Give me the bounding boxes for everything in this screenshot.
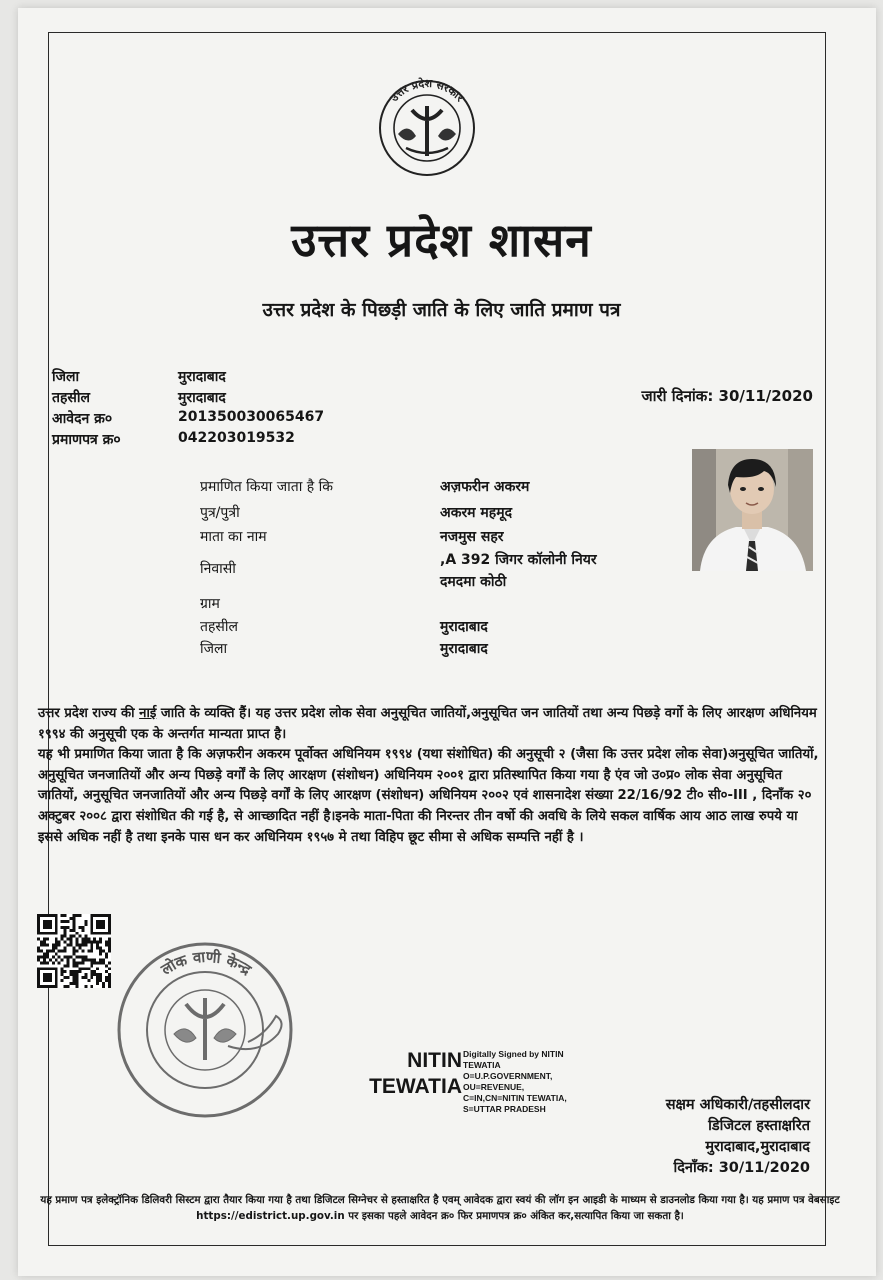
svg-text:उत्तर प्रदेश सरकार: उत्तर प्रदेश सरकार xyxy=(387,76,467,105)
digital-signature-details: Digitally Signed by NITIN TEWATIA O=U.P.GOVERNMENT, OU=REVENUE, C=IN,CN=NITIN TEWATIA, S=UTTAR PRADESH xyxy=(463,1049,567,1114)
body-paragraph-1: उत्तर प्रदेश राज्य की नाई जाति के व्यक्ति हैं। यह उत्तर प्रदेश लोक सेवा अनुसूचित जातियों,अनुसूचित जन जातियों तथा अन्य पिछड़े वर्गो के लिए आरक्षण अधिनियम १९९४ की अनुसूची एक के अन्तर्गत मान्यता प्राप्त है। xyxy=(38,706,817,742)
address-line-1: ,A 392 जिगर कॉलोनी नियर xyxy=(440,552,597,568)
tehsil-value: मुरादाबाद xyxy=(178,390,226,406)
authority-signed-note: डिजिटल हस्ताक्षरित xyxy=(708,1118,810,1134)
document-title: उत्तर प्रदेश शासन xyxy=(291,213,592,267)
resident-label: निवासी xyxy=(200,561,236,577)
district-label: जिला xyxy=(52,369,80,385)
certificate-body xyxy=(38,704,823,848)
certificate-no-value: 042203019532 xyxy=(178,430,295,446)
certified-label: प्रमाणित किया जाता है कि xyxy=(200,479,334,495)
office-seal-stamp xyxy=(108,938,303,1123)
district-value: मुरादाबाद xyxy=(178,369,226,385)
detail-tehsil-value: मुरादाबाद xyxy=(440,619,488,635)
applicant-name: अज़फरीन अकरम xyxy=(440,479,530,495)
authority-designation: सक्षम अधिकारी/तहसीलदार xyxy=(665,1097,810,1113)
signatory-name: NITIN TEWATIA xyxy=(369,1049,462,1098)
father-name: अकरम महमूद xyxy=(440,505,513,521)
parent-label: पुत्र/पुत्री xyxy=(200,505,240,521)
mother-name: नजमुस सहर xyxy=(440,529,504,545)
caste-name: नाई xyxy=(139,706,157,721)
application-no-value: 201350030065467 xyxy=(178,409,325,425)
certificate-no-label: प्रमाणपत्र क्र० xyxy=(52,432,121,448)
address-line-2: दमदमा कोठी xyxy=(440,574,507,590)
issuing-authority xyxy=(560,1095,810,1179)
issue-date: जारी दिनांक: 30/11/2020 xyxy=(641,387,813,405)
svg-text:लोक वाणी केन्द्र: लोक वाणी केन्द्र xyxy=(157,947,255,979)
up-government-emblem xyxy=(372,76,482,176)
applicant-photo xyxy=(692,449,813,571)
detail-district-label: जिला xyxy=(200,641,228,657)
authority-location: मुरादाबाद,मुरादाबाद xyxy=(705,1139,810,1155)
detail-district-value: मुरादाबाद xyxy=(440,641,488,657)
tehsil-label: तहसील xyxy=(52,390,90,406)
authority-date: दिनाँक: 30/11/2020 xyxy=(673,1160,810,1176)
verification-footer: यह प्रमाण पत्र इलेक्ट्रॉनिक डिलिवरी सिस्टम द्वारा तैयार किया गया है तथा डिजिटल सिग्नेचर से हस्ताक्षरित है एवम् आवेदक द्वारा स्वयं की लॉग इन आइडी के माध्यम से डाउनलोड किया गया है। यह प्रमाण पत्र वेबसाइट https://edistrict.up.gov.in पर इसका पहले आवेदन क्र० फिर प्रमाणपत्र क्र० अंकित कर,सत्यापित किया जा सकता है। xyxy=(40,1194,840,1222)
certificate-subtitle: उत्तर प्रदेश के पिछड़ी जाति के लिए जाति प्रमाण पत्र xyxy=(262,299,621,321)
village-label: ग्राम xyxy=(200,596,220,612)
body-paragraph-2: यह भी प्रमाणित किया जाता है कि अज़फरीन अकरम पूर्वोक्त अधिनियम १९९४ (यथा संशोधित) की अनुसूची २ (जैसा कि उत्तर प्रदेश लोक सेवा)अनुसूचित जातियों, अनुसूचित जनजातियों और अन्य पिछड़े वर्गों के लिए आरक्षण (संशोधन) अधिनियम २००१ द्वारा प्रतिस्थापित किया गया है एंव जो उ०प्र० लोक सेवा अनुसूचित जातियों, अनुसूचित जनजातियों और अन्य पिछड़े वर्गों के लिए आरक्षण (संशोधन) अधिनियम २००२ एवं शासनादेश संख्या 22/16/92 टी० सी०-III , दिनाँक २० अक्टुबर २००८ द्वारा संशोधित की गई है, से आच्छादित नहीं है।इनके माता-पिता की निरन्तर तीन वर्षो की अवधि के लिये सकल वार्षिक आय आठ लाख रुपये या इससे अधिक नहीं है तथा इनके पास धन कर अधिनियम १९५७ मे तथा विहिप छूट सीमा से अधिक सम्पत्ति नहीं है । xyxy=(38,747,819,845)
mother-label: माता का नाम xyxy=(200,529,267,545)
application-no-label: आवेदन क्र० xyxy=(52,411,113,427)
qr-code xyxy=(37,914,111,988)
detail-tehsil-label: तहसील xyxy=(200,619,238,635)
